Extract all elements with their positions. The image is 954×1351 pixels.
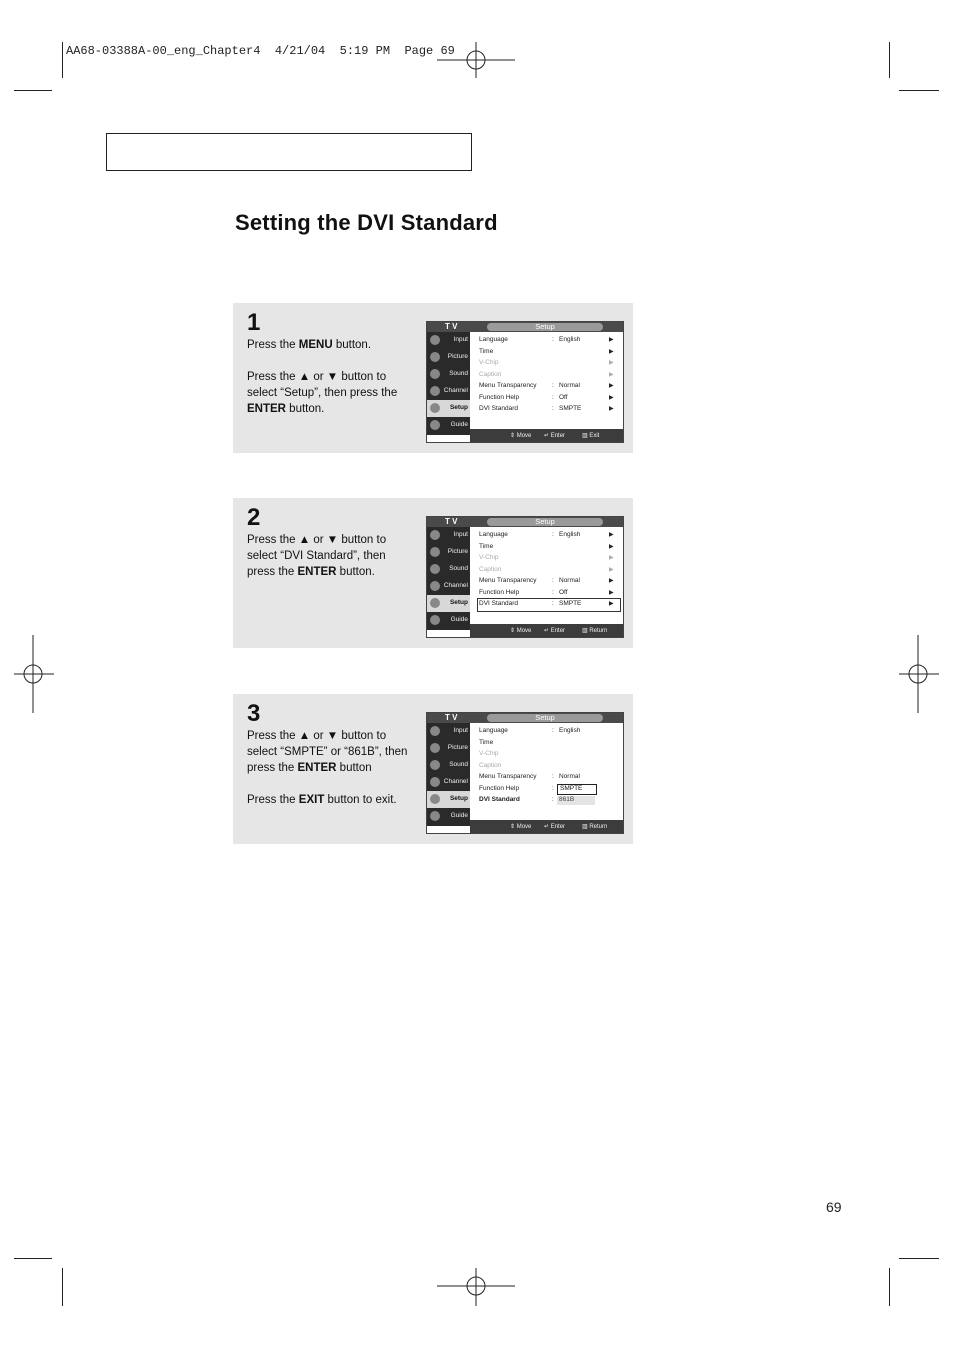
registration-mark-icon xyxy=(437,1268,517,1306)
osd-row-label: Time xyxy=(479,738,494,746)
osd-row-label: Time xyxy=(479,347,494,355)
osd-menu-row xyxy=(479,554,619,564)
arrow-right-icon: ▶ xyxy=(609,348,614,355)
step-panel xyxy=(233,303,633,453)
osd-sidebar-label: Guide xyxy=(450,616,468,623)
page-number: 69 xyxy=(826,1199,842,1215)
osd-sidebar-label: Guide xyxy=(450,421,468,428)
crop-mark xyxy=(62,42,63,78)
osd-sidebar-item-channel[interactable] xyxy=(427,774,470,791)
sound-icon xyxy=(430,760,440,770)
crop-mark xyxy=(899,90,939,91)
osd-row-colon: : xyxy=(552,796,554,803)
osd-tv-label: T V xyxy=(445,517,458,526)
arrow-right-icon: ▶ xyxy=(609,371,614,378)
osd-sidebar-label: Setup xyxy=(449,404,468,411)
osd-footer-move: ⇕ Move xyxy=(510,628,532,634)
osd-sidebar-item-sound[interactable] xyxy=(427,561,470,578)
osd-sidebar-label: Input xyxy=(453,727,468,734)
button-name: ENTER xyxy=(297,566,337,578)
osd-row-colon: : xyxy=(552,588,554,596)
osd-footer-exit: ▥ Return xyxy=(582,628,608,634)
tv-osd-screen xyxy=(426,516,624,638)
osd-dropdown-option[interactable]: SMPTE xyxy=(557,784,597,795)
osd-sidebar-item-guide[interactable] xyxy=(427,808,470,825)
crop-mark xyxy=(889,1268,890,1306)
osd-row-colon: : xyxy=(552,336,554,343)
osd-sidebar-label: Channel xyxy=(443,778,468,785)
osd-footer-move: ⇕ Move xyxy=(510,824,532,830)
osd-sidebar-item-input[interactable] xyxy=(427,723,470,740)
osd-row-colon: : xyxy=(552,393,554,401)
osd-row-value: Normal xyxy=(559,577,580,584)
input-icon xyxy=(430,726,440,736)
arrow-right-icon: ▶ xyxy=(609,566,614,573)
sound-icon xyxy=(430,564,440,574)
step-panel xyxy=(233,694,633,844)
osd-row-label: V-Chip xyxy=(479,554,499,561)
instruction-line: Press the EXIT button to exit. xyxy=(247,794,397,806)
button-name: ENTER xyxy=(247,403,286,415)
registration-mark-icon xyxy=(14,635,54,713)
arrow-right-icon: ▶ xyxy=(609,543,614,550)
osd-menu-row[interactable] xyxy=(479,773,619,783)
step-number: 3 xyxy=(247,700,261,727)
osd-row-colon: : xyxy=(552,531,554,538)
osd-row-value: Off xyxy=(559,393,568,401)
osd-row-label: Caption xyxy=(479,761,502,769)
osd-sidebar-item-input[interactable] xyxy=(427,527,470,544)
arrow-right-icon: ▶ xyxy=(609,589,614,596)
instruction-line: Press the ▲ or ▼ button to select “Setup”, then press the ENTER button. xyxy=(247,371,398,415)
osd-menu-row[interactable] xyxy=(479,785,619,795)
osd-menu-row[interactable] xyxy=(479,336,619,346)
osd-row-colon: : xyxy=(552,773,554,780)
osd-menu-title: Setup xyxy=(535,713,555,722)
crop-mark xyxy=(899,1258,939,1259)
osd-sidebar-label: Guide xyxy=(450,812,468,819)
osd-dropdown-option[interactable]: 861B xyxy=(557,796,595,805)
tv-osd-screen xyxy=(426,321,624,443)
osd-footer xyxy=(470,429,623,442)
osd-menu-row[interactable] xyxy=(479,543,619,553)
tv-osd-screen xyxy=(426,712,624,834)
osd-row-label: Menu Transparency xyxy=(479,382,537,389)
osd-menu-row[interactable] xyxy=(479,739,619,749)
arrow-right-icon: ▶ xyxy=(609,578,614,584)
osd-row-label: Function Help xyxy=(479,784,520,792)
step-instructions xyxy=(247,728,412,824)
guide-icon xyxy=(430,615,440,625)
instruction-line: Press the ▲ or ▼ button to select “DVI Standard”, then press the ENTER button. xyxy=(247,534,387,578)
step-number: 2 xyxy=(247,504,261,531)
osd-menu-row[interactable] xyxy=(479,382,619,392)
input-icon xyxy=(430,335,440,345)
osd-row-colon: : xyxy=(552,784,554,792)
arrow-right-icon: ▶ xyxy=(609,532,614,538)
osd-row-label: DVI Standard xyxy=(479,796,520,803)
osd-sidebar-label: Picture xyxy=(447,353,468,360)
crop-mark xyxy=(14,1258,52,1259)
osd-footer xyxy=(470,624,623,637)
osd-title-bar xyxy=(427,713,623,723)
osd-menu-row xyxy=(479,762,619,772)
osd-row-value: SMPTE xyxy=(559,405,582,412)
osd-row-colon: : xyxy=(552,727,554,734)
osd-tv-label: T V xyxy=(445,713,458,722)
osd-row-label: Function Help xyxy=(479,588,520,596)
osd-menu-row[interactable] xyxy=(479,589,619,599)
arrow-right-icon: ▶ xyxy=(609,601,614,607)
osd-sidebar-label: Input xyxy=(453,336,468,343)
input-icon xyxy=(430,530,440,540)
osd-menu-row xyxy=(479,750,619,760)
osd-footer-exit: ▥ Return xyxy=(582,824,608,830)
osd-row-label: Menu Transparency xyxy=(479,773,537,780)
picture-icon xyxy=(430,743,440,753)
osd-sidebar-item-sound[interactable] xyxy=(427,757,470,774)
crop-mark xyxy=(14,90,52,91)
osd-footer-enter: ↵ Enter xyxy=(544,628,566,634)
registration-mark-icon xyxy=(437,42,517,78)
osd-menu-row[interactable] xyxy=(479,600,619,610)
osd-sidebar-item-picture[interactable] xyxy=(427,740,470,757)
setup-icon xyxy=(430,598,440,608)
osd-menu-row[interactable] xyxy=(479,796,619,806)
osd-sidebar-item-guide[interactable] xyxy=(427,417,470,434)
guide-icon xyxy=(430,811,440,821)
osd-row-value: Normal xyxy=(559,382,580,389)
osd-sidebar-label: Channel xyxy=(443,387,468,394)
button-name: MENU xyxy=(298,339,333,351)
osd-row-label: Caption xyxy=(479,370,502,378)
osd-menu-row[interactable] xyxy=(479,531,619,541)
osd-sidebar xyxy=(427,527,470,630)
picture-icon xyxy=(430,352,440,362)
osd-row-colon: : xyxy=(552,405,554,412)
osd-sidebar-item-guide[interactable] xyxy=(427,612,470,629)
osd-row-value: Normal xyxy=(559,773,580,780)
osd-sidebar xyxy=(427,723,470,826)
osd-sidebar-item-setup[interactable] xyxy=(427,400,470,417)
osd-title-bar xyxy=(427,517,623,527)
step-instructions xyxy=(247,532,412,596)
guide-icon xyxy=(430,420,440,430)
osd-title-bar xyxy=(427,322,623,332)
step-panel xyxy=(233,498,633,648)
osd-sidebar-item-channel[interactable] xyxy=(427,383,470,400)
osd-footer-enter: ↵ Enter xyxy=(544,433,566,439)
step-instructions xyxy=(247,337,412,433)
setup-icon xyxy=(430,403,440,413)
osd-row-value: English xyxy=(559,727,581,734)
osd-tv-label: T V xyxy=(445,322,458,331)
crop-mark xyxy=(62,1268,63,1306)
channel-icon xyxy=(430,777,440,787)
setup-icon xyxy=(430,794,440,804)
osd-sidebar-label: Sound xyxy=(449,761,468,768)
osd-sidebar xyxy=(427,332,470,435)
registration-mark-icon xyxy=(899,635,939,713)
crop-mark xyxy=(889,42,890,78)
osd-sidebar-label: Picture xyxy=(447,548,468,555)
osd-footer-move: ⇕ Move xyxy=(510,433,532,439)
osd-footer-enter: ↵ Enter xyxy=(544,824,566,830)
arrow-right-icon: ▶ xyxy=(609,394,614,401)
osd-menu-title: Setup xyxy=(535,517,555,526)
instruction-line: Press the ▲ or ▼ button to select “SMPTE” or “861B”, then press the ENTER button xyxy=(247,730,408,774)
sound-icon xyxy=(430,369,440,379)
osd-sidebar-label: Picture xyxy=(447,744,468,751)
osd-menu-row[interactable] xyxy=(479,405,619,415)
osd-sidebar-item-picture[interactable] xyxy=(427,544,470,561)
osd-menu-row[interactable] xyxy=(479,348,619,358)
osd-sidebar-item-channel[interactable] xyxy=(427,578,470,595)
osd-sidebar-label: Channel xyxy=(443,582,468,589)
osd-menu-row[interactable] xyxy=(479,727,619,737)
arrow-right-icon: ▶ xyxy=(609,383,614,389)
osd-row-colon: : xyxy=(552,577,554,584)
osd-row-label: DVI Standard xyxy=(479,600,519,607)
osd-row-label: Menu Transparency xyxy=(479,577,537,584)
osd-footer-exit: ▥ Exit xyxy=(582,433,600,439)
osd-row-label: Language xyxy=(479,531,508,538)
osd-sidebar-label: Sound xyxy=(449,370,468,377)
osd-row-label: Language xyxy=(479,727,508,734)
osd-sidebar-item-picture[interactable] xyxy=(427,349,470,366)
page-title: Setting the DVI Standard xyxy=(235,210,498,235)
osd-sidebar-item-sound[interactable] xyxy=(427,366,470,383)
channel-icon xyxy=(430,386,440,396)
osd-row-value: SMPTE xyxy=(559,600,582,607)
osd-menu-title: Setup xyxy=(535,322,555,331)
osd-row-colon: : xyxy=(552,382,554,389)
osd-sidebar-label: Setup xyxy=(449,599,468,606)
osd-row-label: Caption xyxy=(479,565,502,573)
chapter-title-box xyxy=(106,133,472,171)
instruction-line: Press the MENU button. xyxy=(247,339,372,351)
osd-sidebar-item-setup[interactable] xyxy=(427,595,470,612)
osd-row-label: V-Chip xyxy=(479,359,499,366)
picture-icon xyxy=(430,547,440,557)
osd-row-label: V-Chip xyxy=(479,750,499,757)
osd-menu-row xyxy=(479,371,619,381)
osd-menu-row xyxy=(479,359,619,369)
osd-menu-row xyxy=(479,566,619,576)
osd-row-colon: : xyxy=(552,600,554,607)
osd-row-value: English xyxy=(559,531,581,538)
osd-row-label: Language xyxy=(479,336,508,343)
osd-sidebar-item-setup[interactable] xyxy=(427,791,470,808)
osd-row-label: DVI Standard xyxy=(479,405,519,412)
step-number: 1 xyxy=(247,309,261,336)
arrow-right-icon: ▶ xyxy=(609,555,614,561)
osd-row-value: English xyxy=(559,336,581,343)
osd-row-value: Off xyxy=(559,588,568,596)
osd-footer xyxy=(470,820,623,833)
print-slug: AA68-03388A-00_eng_Chapter4 4/21/04 5:19 PM Page 69 xyxy=(66,44,455,58)
arrow-right-icon: ▶ xyxy=(609,360,614,366)
osd-menu-row[interactable] xyxy=(479,394,619,404)
osd-menu-row[interactable] xyxy=(479,577,619,587)
osd-sidebar-label: Sound xyxy=(449,565,468,572)
button-name: ENTER xyxy=(297,762,337,774)
osd-sidebar-item-input[interactable] xyxy=(427,332,470,349)
arrow-right-icon: ▶ xyxy=(609,337,614,343)
button-name: EXIT xyxy=(298,794,325,806)
osd-row-label: Time xyxy=(479,542,494,550)
osd-row-label: Function Help xyxy=(479,393,520,401)
osd-sidebar-label: Input xyxy=(453,531,468,538)
channel-icon xyxy=(430,581,440,591)
osd-sidebar-label: Setup xyxy=(449,795,468,802)
arrow-right-icon: ▶ xyxy=(609,406,614,412)
